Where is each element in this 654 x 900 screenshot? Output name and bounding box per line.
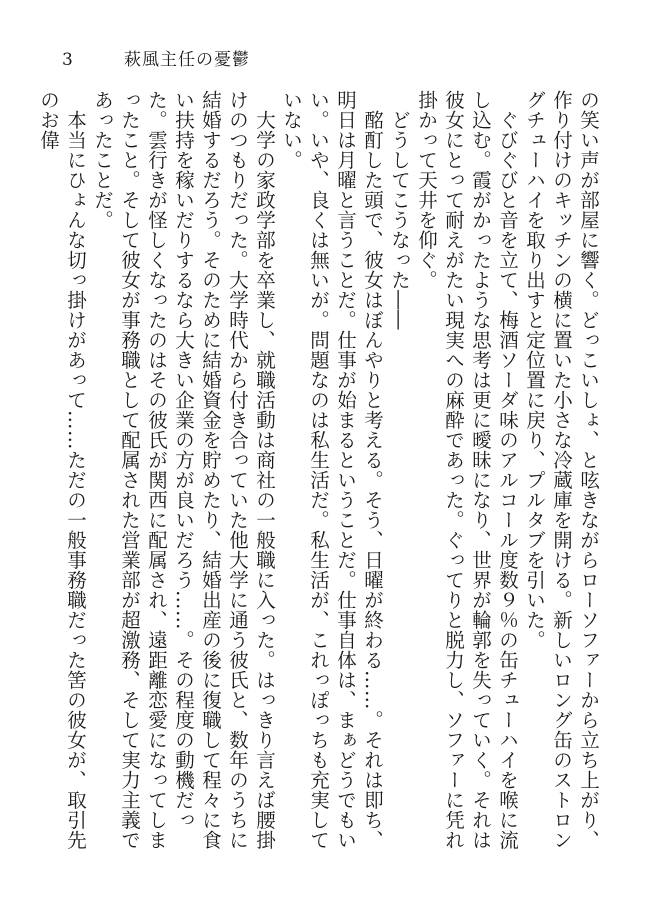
paragraph: 大学の家政学部を卒業し、就職活動は商社の一般職に入った。はっきり言えば腰掛けのつもりだった。大学時代から付き合っていた他大学に通う彼氏と、数年のうちに結婚するだろう。そのために結婚資金を貯めたり、結婚出産の後に復職して程々に食い扶持を稼いだりするなら大きい企業の方が良いだろう……。その程度の動機だった。雲行きが怪しくなったのはその彼氏が関西に配属され、遠距離恋愛になってしまったこと。そして彼女が事務職として配属された営業部が超激務、そして実力主義であったことだ。 bbox=[91, 90, 276, 850]
running-head bbox=[0, 0, 654, 80]
paragraph: ぐびぐびと音を立て、梅酒ソーダ味のアルコール度数９％の缶チューハイを喉に流し込む。霞がかったような思考は更に曖昧になり、世界が輪郭を失っていく。それは彼女にとって耐えがたい現実への麻酔であった。ぐってりと脱力し、ソファーに凭れ掛かって天井を仰ぐ。 bbox=[415, 90, 519, 850]
page-number: 3 bbox=[62, 50, 73, 70]
paragraph: どうしてこうなった―― bbox=[388, 109, 411, 330]
vertical-body-text bbox=[37, 90, 602, 850]
paragraph: 本当にひょんな切っ掛けがあって……ただの一般事務職だった筈の彼女が、取引先のお偉 bbox=[37, 90, 87, 850]
paragraph: 酩酊した頭で、彼女はぼんやりと考える。そう、日曜が終わる……。それは即ち、明日は月曜と言うことだ。仕事が始まるということだ。仕事自体は、まぁどうでもいい。いや、良くは無いが。問題なのは私生活だ。私生活が、これっぽっちも充実していない。 bbox=[280, 90, 384, 850]
chapter-title: 萩風主任の憂鬱 bbox=[124, 50, 250, 70]
paragraph: の笑い声が部屋に響く。どっこいしょ、と呟きながらローソファーから立ち上がり、作り付けのキッチンの横に置いた小さな冷蔵庫を開ける。新しいロング缶のストロングチューハイを取り出すと定位置に戻り、プルタブを引いた。 bbox=[523, 90, 600, 850]
